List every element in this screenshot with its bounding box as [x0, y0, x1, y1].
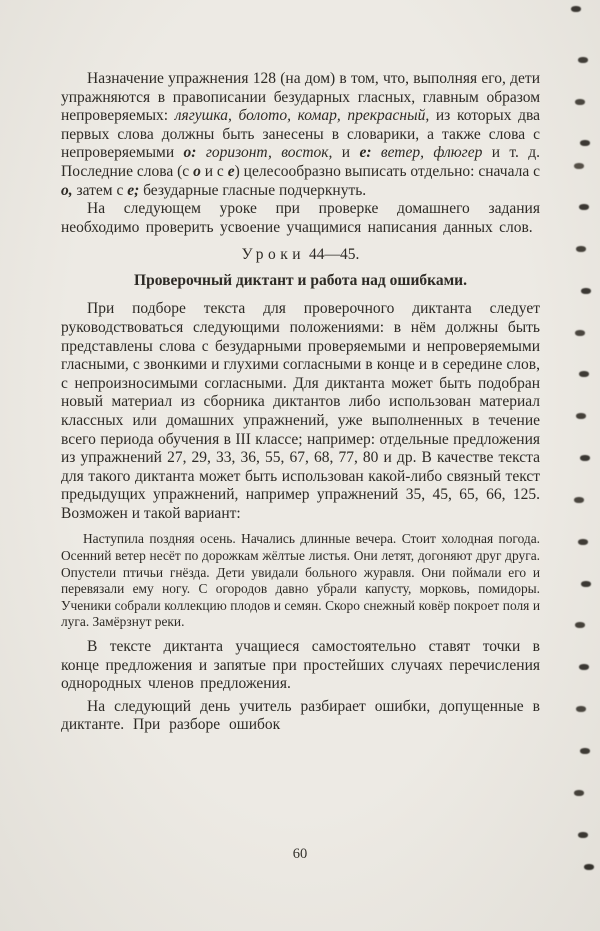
- text-run: безударные гласные подчеркнуть.: [139, 181, 367, 199]
- text-run: горизонт, восток,: [205, 144, 333, 162]
- paragraph-next-lesson-check: [61, 200, 540, 237]
- text-run: о:: [183, 144, 206, 162]
- text-run: затем с: [72, 181, 128, 199]
- text-run: Наступила поздняя осень. Начались длинные вечера. Стоит холодная погода. Осенний ветер несёт по дорожкам жёлтые листья. Они летят, догоняют друг друга. Опустели птичьи гнёзда. Дети увидали больного журавля. Они поймали его и перевязали ему ногу. С огородов давно убрали капусту, морковь, помидоры. Ученики собрали коллекцию плодов и семян. Скоро снежный ковёр покроет поля и луга. Замёрзнут реки.: [61, 531, 540, 630]
- paragraph-error-review: [61, 698, 540, 735]
- text-run: из которых два первых слова должны быть занесены в словарики, а также слова с непроверяемыми: [61, 107, 541, 162]
- text-run: ветер, флюгер: [380, 144, 483, 162]
- text-run: о: [193, 162, 201, 180]
- text-run: е:: [359, 144, 381, 162]
- page-text: [61, 70, 540, 735]
- text-run: е;: [127, 181, 140, 199]
- text-run: и т. д. Последние слова (с: [61, 144, 540, 180]
- text-run: е: [227, 162, 235, 180]
- text-run: На следующем уроке при проверке домашнего задания необходимо проверить усвоение учащимися написания данных слов.: [61, 200, 540, 236]
- text-run: лягушка, болото, комар, прекрасный,: [174, 107, 430, 125]
- section-subheading: [61, 271, 540, 290]
- text-run: и с: [200, 162, 228, 180]
- scan-artifact-strip: [0, 0, 10, 6]
- text-run: На следующий день учитель разбирает ошибки, допущенные в диктанте. При разборе ошибок: [61, 697, 540, 734]
- text-run: Назначение упражнения 128 (на дом) в том, что, выполняя его, дети упражняются в правописании безударных гласных, главным образом непроверяемых:: [61, 70, 540, 125]
- paragraph-exercise-128: [61, 70, 540, 200]
- text-run: о,: [61, 181, 73, 199]
- dictation-sample-text: [61, 531, 540, 631]
- page-number: 60: [292, 846, 308, 862]
- text-run: ) целесообразно выписать отдельно: сначала с: [234, 162, 540, 180]
- text-run: При подборе текста для проверочного диктанта следует руководствоваться следующими положениями: в нём должны быть представлены слова с безударными проверяемыми и непроверяемыми гласными, с звонкими и глухими согласными в конце и в середине слов, с непроизносимыми согласными. Для диктанта может быть подобран новый материал из сборника диктантов либо использован материал классных или домашних упражнений, уже выполненных в течение всего периода обучения в III классе; например: отдельные предложения из упражнений 27, 29, 33, 36, 55, 67, 68, 77, 80 и др. В качестве текста для такого диктанта может быть использован какой-либо связный текст предыдущих упражнений, например упражнений 35, 45, 65, 66, 125. Возможен и такой вариант:: [61, 300, 540, 522]
- text-run: и: [332, 144, 360, 162]
- text-run: Проверочный диктант и работа над ошибками.: [134, 272, 467, 290]
- text-run: В тексте диктанта учащиеся самостоятельно ставят точки в конце предложения и запятые при простейших случаях перечисления однородных членов предложения.: [61, 638, 540, 693]
- paragraph-dictation-guidelines: [61, 300, 540, 523]
- paragraph-punctuation-note: [61, 638, 540, 694]
- text-run: 44—45.: [305, 246, 360, 264]
- text-run: Уроки: [241, 246, 306, 264]
- lesson-heading: [61, 245, 540, 264]
